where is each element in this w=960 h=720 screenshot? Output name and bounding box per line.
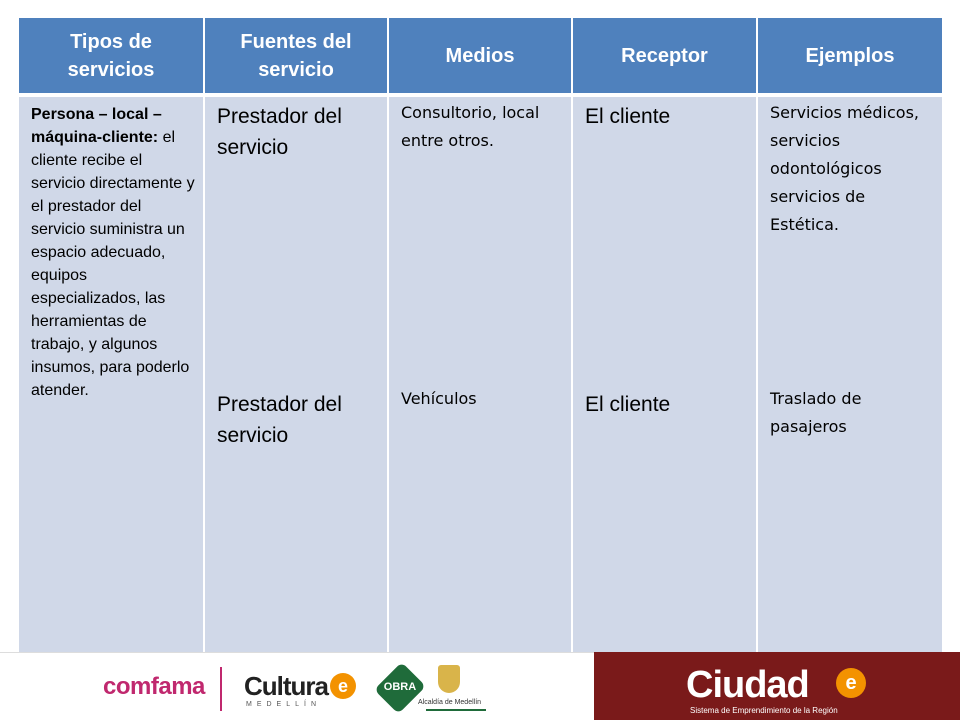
- cell-fuentes: [204, 95, 388, 655]
- alcaldia-shield-icon: [438, 665, 460, 693]
- cell-tipos: [19, 95, 204, 655]
- medios-1: Consultorio, local entre otros.: [401, 103, 540, 150]
- tipos-description: [31, 103, 197, 402]
- alcaldia-label: Alcaldía de Medellín: [418, 699, 482, 706]
- alcaldia-underline: [426, 709, 486, 711]
- cell-receptor: [572, 95, 757, 655]
- header-fuentes: Fuentes del servicio: [204, 18, 388, 95]
- header-tipos: Tipos de servicios: [19, 18, 204, 95]
- header-medios: Medios: [388, 18, 572, 95]
- fuente-1: Prestador del servicio: [217, 105, 342, 159]
- services-table: [19, 18, 942, 655]
- header-ejemplos: Ejemplos: [757, 18, 942, 95]
- fuente-2: Prestador del servicio: [217, 393, 342, 447]
- tipos-lead: Persona – local – máquina-cliente:: [31, 106, 162, 146]
- ejemplos-1: Servicios médicos, servicios odontológicos servicios de Estética.: [770, 103, 919, 234]
- cultura-logo: Cultura: [244, 671, 328, 701]
- cell-ejemplos: [757, 95, 942, 655]
- header-receptor: Receptor: [572, 18, 757, 95]
- logo-divider: [220, 667, 222, 711]
- ciudad-logo: Ciudad: [686, 664, 809, 706]
- ciudad-subtitle: Sistema de Emprendimiento de la Región: [690, 706, 838, 715]
- partner-logos: [0, 652, 594, 720]
- table-row: [19, 95, 942, 655]
- table-header-row: [19, 18, 942, 95]
- cultura-subtitle: MEDELLÍN: [246, 701, 322, 708]
- cultura-e-icon: e: [330, 673, 356, 699]
- cell-medios: [388, 95, 572, 655]
- medios-2: Vehículos: [401, 389, 477, 408]
- footer-logo-bar: [0, 652, 960, 720]
- ciudad-e-icon: e: [836, 668, 866, 698]
- obra-label: OBRA: [383, 681, 417, 693]
- ejemplos-2: Traslado de pasajeros: [770, 389, 862, 436]
- receptor-2: El cliente: [585, 393, 671, 416]
- tipos-body: el cliente recibe el servicio directamente y el prestador del servicio suministra un espacio adecuado, equipos especializados, las herramientas de trabajo, y algunos insumos, para poderlo atender.: [31, 129, 195, 399]
- receptor-1: El cliente: [585, 105, 671, 128]
- comfama-logo: comfama: [103, 673, 205, 700]
